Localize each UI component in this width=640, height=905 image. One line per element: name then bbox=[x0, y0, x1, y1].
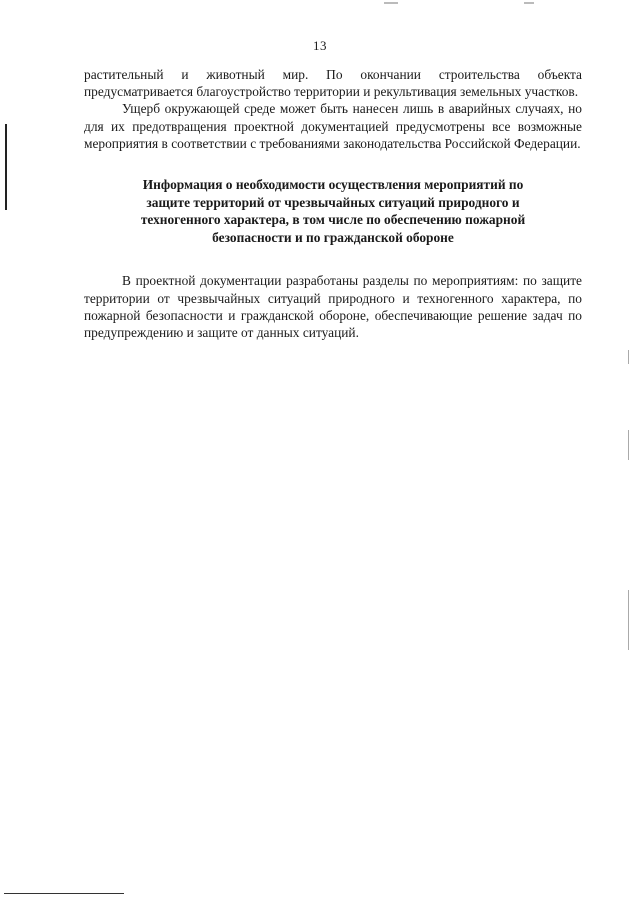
heading-line-2: защите территорий от чрезвычайных ситуаций природного и bbox=[146, 194, 520, 210]
scan-speck bbox=[628, 350, 629, 364]
scan-speck bbox=[628, 590, 629, 650]
heading-line-1: Информация о необходимости осуществления мероприятий по bbox=[142, 177, 524, 193]
scan-speck bbox=[628, 430, 629, 460]
heading-line-3: техногенного характера, в том числе по обеспечению пожарной bbox=[140, 212, 526, 228]
section-heading bbox=[84, 176, 582, 246]
page-content bbox=[84, 66, 582, 341]
paragraph-1: растительный и животный мир. По окончании строительства объекта предусматривается благоустройство территории и рекультивация земельных участков. bbox=[84, 67, 582, 100]
heading-line-4: безопасности и по гражданской обороне bbox=[212, 229, 454, 245]
scan-margin-mark bbox=[5, 124, 7, 210]
spacer bbox=[84, 246, 582, 272]
paragraph-3: В проектной документации разработаны разделы по мероприятиям: по защите территории от чрезвычайных ситуаций природного и техногенного характера, по пожарной безопасности и гражданской обороне, обеспечивающие решение задач по предупреждению и защите от данных ситуаций. bbox=[84, 273, 582, 340]
scan-footer-line bbox=[4, 893, 124, 894]
paragraph-2: Ущерб окружающей среде может быть нанесен лишь в аварийных случаях, но для их предотвращения проектной документацией предусмотрены все возможные мероприятия в соответствии с требованиями законодательства Российской Федерации. bbox=[84, 101, 582, 151]
scan-speck bbox=[384, 2, 398, 4]
scan-speck bbox=[524, 2, 534, 4]
page-number: 13 bbox=[313, 38, 327, 53]
